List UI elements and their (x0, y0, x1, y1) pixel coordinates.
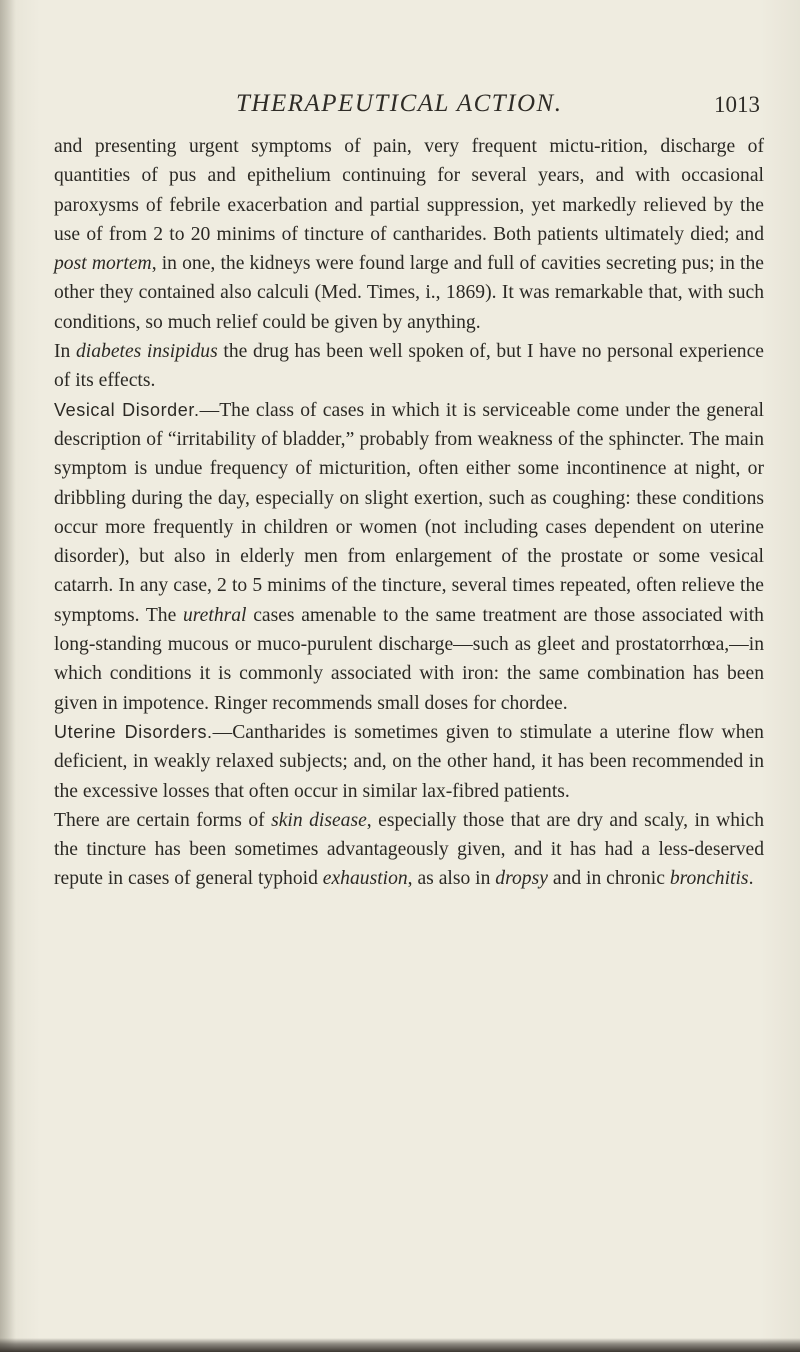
page-header (40, 82, 770, 122)
section-heading-vesical: Vesical Disorder. (54, 399, 200, 420)
emphasis-urethral: urethral (182, 604, 247, 626)
section-heading-uterine: Uterine Disorders. (54, 721, 213, 742)
emphasis-diabetes-insipidus: diabetes insipidus (75, 341, 218, 363)
paragraph-vesical-disorder: Vesical Disorder.—The class of cases in which it is serviceable come under the general description of “irritability of bladder,” probably from weakness of the sphincter. The main symptom is undue frequency of micturition, often either some incontinence at night, or dribbling during the day, especially on slight exertion, such as coughing: these conditions occur more frequently in children or women (not including cases dependent on uterine disorder), but also in elderly men from enlargement of the prostate or some vesical catarrh. In any case, 2 to 5 minims of the tincture, several times repeated, often relieve the symptoms. The urethral cases amenable to the same treatment are those associated with long-standing mucous or muco-purulent discharge—such as gleet and prostatorrhœa,—in which conditions it is commonly associated with iron: the same combination has been given in impotence. Ringer recommends small doses for chordee. (54, 399, 764, 714)
emphasis-dropsy: dropsy (495, 868, 548, 890)
body-text (54, 132, 764, 894)
emphasis-post-mortem: post mortem (54, 253, 152, 275)
running-title: THERAPEUTICAL ACTION. (236, 90, 563, 117)
emphasis-bronchitis: bronchitis (669, 868, 749, 890)
spine-shadow (0, 0, 16, 1352)
paragraph-continuation: and presenting urgent symptoms of pain, very frequent mictu-rition, discharge of quantities of pus and epithelium continuing for several years, and with occasional paroxysms of febrile exacerbation and partial suppression, yet markedly relieved by the use of from 2 to 20 minims of tincture of cantharides. Both patients ultimately died; and post mortem, in one, the kidneys were found large and full of cavities secreting pus; in the other they contained also calculi (Med. Times, i., 1869). It was remarkable that, with such conditions, so much relief could be given by anything. (54, 136, 764, 333)
page-number: 1013 (714, 92, 760, 117)
paragraph-uterine-disorders: Uterine Disorders.—Cantharides is sometimes given to stimulate a uterine flow when deficient, in weakly relaxed subjects; and, on the other hand, it has been recommended in the excessive losses that often occur in similar lax-fibred patients. (54, 721, 764, 802)
page-bottom-edge (0, 1338, 800, 1352)
paragraph-skin-disease: There are certain forms of skin disease, especially those that are dry and scaly, in which the tincture has been sometimes advantageously given, and it has had a less-deserved repute in cases of general typhoid exhaustion, as also in dropsy and in chronic bronchitis. (54, 809, 764, 890)
emphasis-skin-disease: skin disease (271, 809, 367, 831)
paragraph-diabetes: In diabetes insipidus the drug has been well spoken of, but I have no personal experience of its effects. (54, 341, 765, 392)
emphasis-exhaustion: exhaustion (322, 868, 408, 890)
